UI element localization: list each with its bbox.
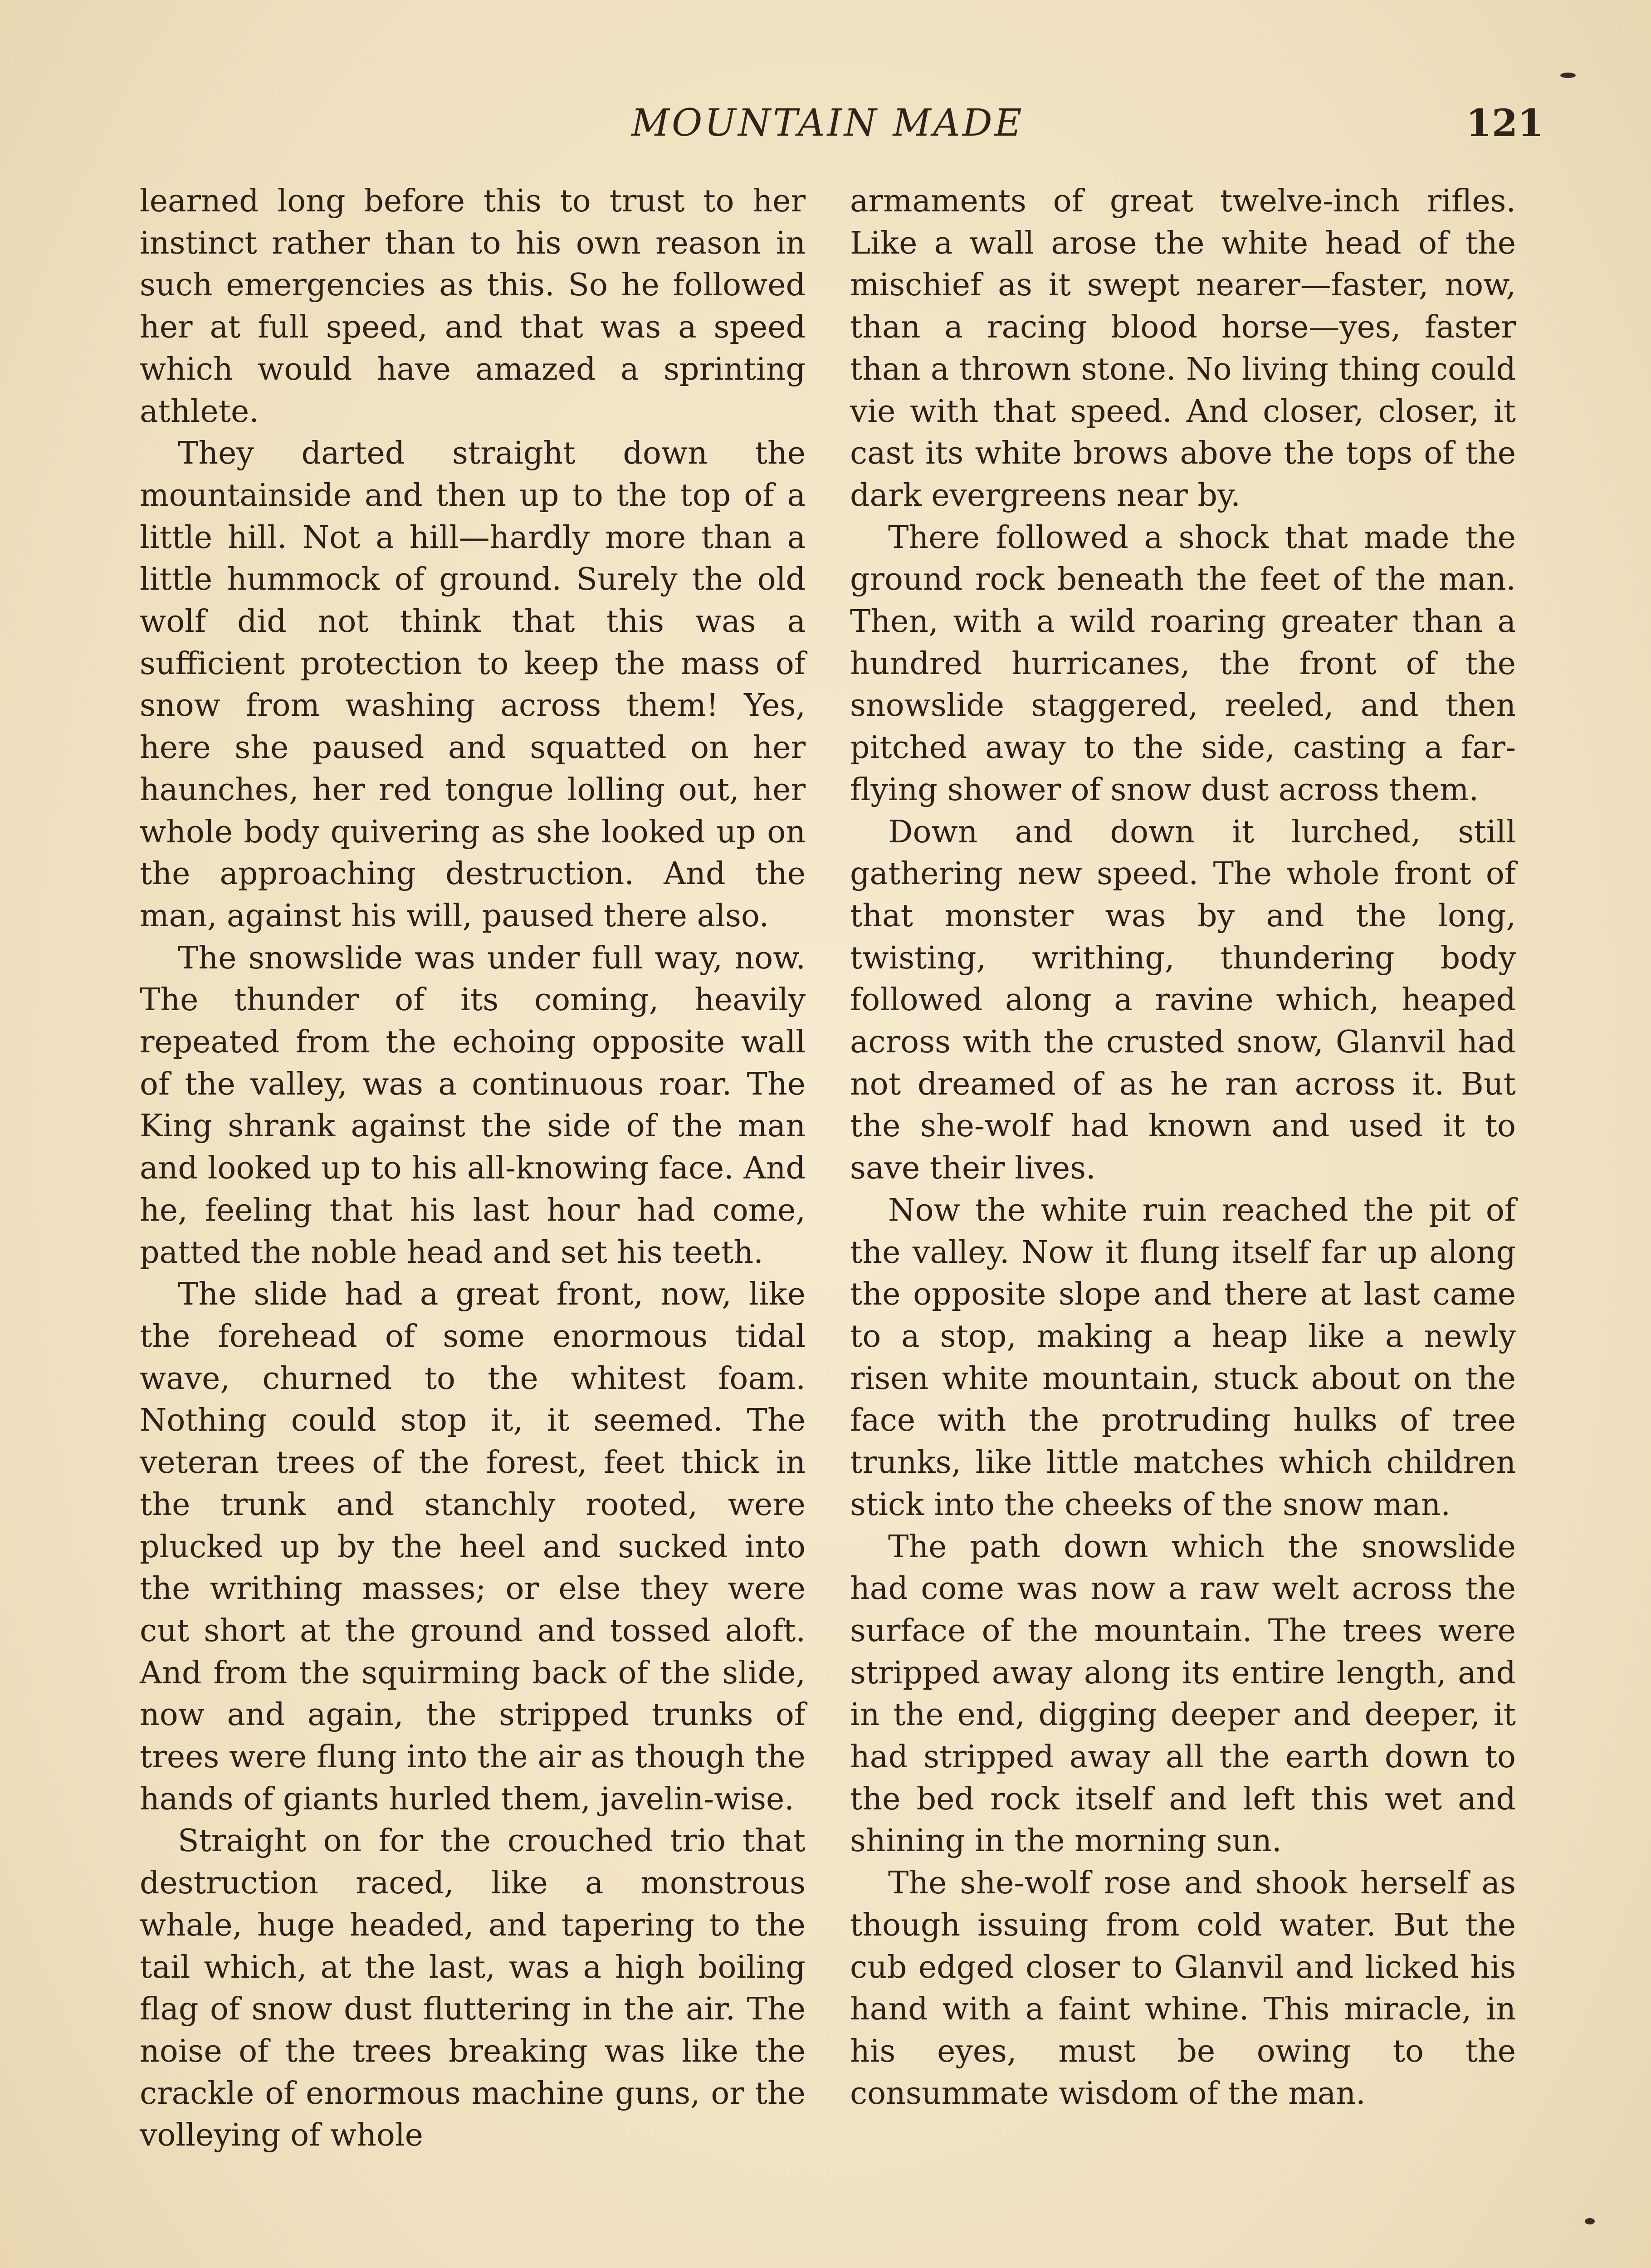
ink-speck xyxy=(1560,73,1576,78)
paragraph: Now the white ruin reached the pit of the valley. Now it flung itself far up along the opposite slope and there at last came to a stop, making a heap like a newly risen white mountain, stuck about on the face with the protruding hulks of tree trunks, like little matches which children stick into the cheeks of the snow man. xyxy=(850,1192,1516,1523)
paragraph: learned long before this to trust to her instinct rather than to his own reason in such emergencies as this. So he followed her at full speed, and that was a speed which would have amazed a sprinting athlete. xyxy=(140,183,806,430)
ink-speck xyxy=(1585,2218,1595,2224)
paragraph: Straight on for the crouched trio that destruction raced, like a monstrous whale, huge headed, and tapering to the tail which, at the last, was a high boiling flag of snow dust fluttering in the air. The noise of the trees breaking was like the crackle of enormous machine guns, or the volleying of whole xyxy=(140,1823,806,2154)
paragraph: The she-wolf rose and shook herself as though issuing from cold water. But the cub edged closer to Glanvil and licked his hand with a faint whine. This miracle, in his eyes, must be owing to the consummate wisdom of the man. xyxy=(850,1865,1516,2112)
paragraph: There followed a shock that made the ground rock beneath the feet of the man. Then, with a wild roaring greater than a hundred hurricanes, the front of the snowslide staggered, reeled, and then pitched away to the side, casting a far-flying shower of snow dust across them. xyxy=(850,519,1516,808)
running-head: MOUNTAIN MADE xyxy=(631,102,1024,145)
paragraph: armaments of great twelve-inch rifles. Like a wall arose the white head of the mischief as it swept nearer—faster, now, than a racing blood horse—yes, faster than a thrown stone. No living thing could vie with that speed. And closer, closer, it cast its white brows above the tops of the dark evergreens near by. xyxy=(850,183,1516,513)
paragraph: The path down which the snowslide had come was now a raw welt across the surface of the mountain. The trees were stripped away along its entire length, and in the end, digging deeper and deeper, it had stripped away all the earth down to the bed rock itself and left this wet and shining in the morning sun. xyxy=(850,1529,1516,1859)
right-column xyxy=(850,181,1516,2115)
page-number: 121 xyxy=(1466,102,1544,145)
paragraph: Down and down it lurched, still gathering new speed. The whole front of that monster was by and the long, twisting, writhing, thundering body followed along a ravine which, heaped across with the crusted snow, Glanvil had not dreamed of as he ran across it. But the she-wolf had known and used it to save their lives. xyxy=(850,814,1516,1187)
left-column xyxy=(140,181,806,2157)
paragraph: The slide had a great front, now, like the forehead of some enormous tidal wave, churned to the whitest foam. Nothing could stop it, it seemed. The veteran trees of the forest, feet thick in the trunk and stanchly rooted, were plucked up by the heel and sucked into the writhing masses; or else they were cut short at the ground and tossed aloft. And from the squirming back of the slide, now and again, the stripped trunks of trees were flung into the air as though the hands of giants hurled them, javelin-wise. xyxy=(140,1276,806,1817)
paragraph: The snowslide was under full way, now. The thunder of its coming, heavily repeated from the echoing opposite wall of the valley, was a continuous roar. The King shrank against the side of the man and looked up to his all-knowing face. And he, feeling that his last hour had come, patted the noble head and set his teeth. xyxy=(140,940,806,1271)
paragraph: They darted straight down the mountainside and then up to the top of a little hill. Not a hill—hardly more than a little hummock of ground. Surely the old wolf did not think that this was a sufficient protection to keep the mass of snow from washing across them! Yes, here she paused and squatted on her haunches, her red tongue lolling out, her whole body quivering as she looked up on the approaching destruction. And the man, against his will, paused there also. xyxy=(140,435,806,934)
